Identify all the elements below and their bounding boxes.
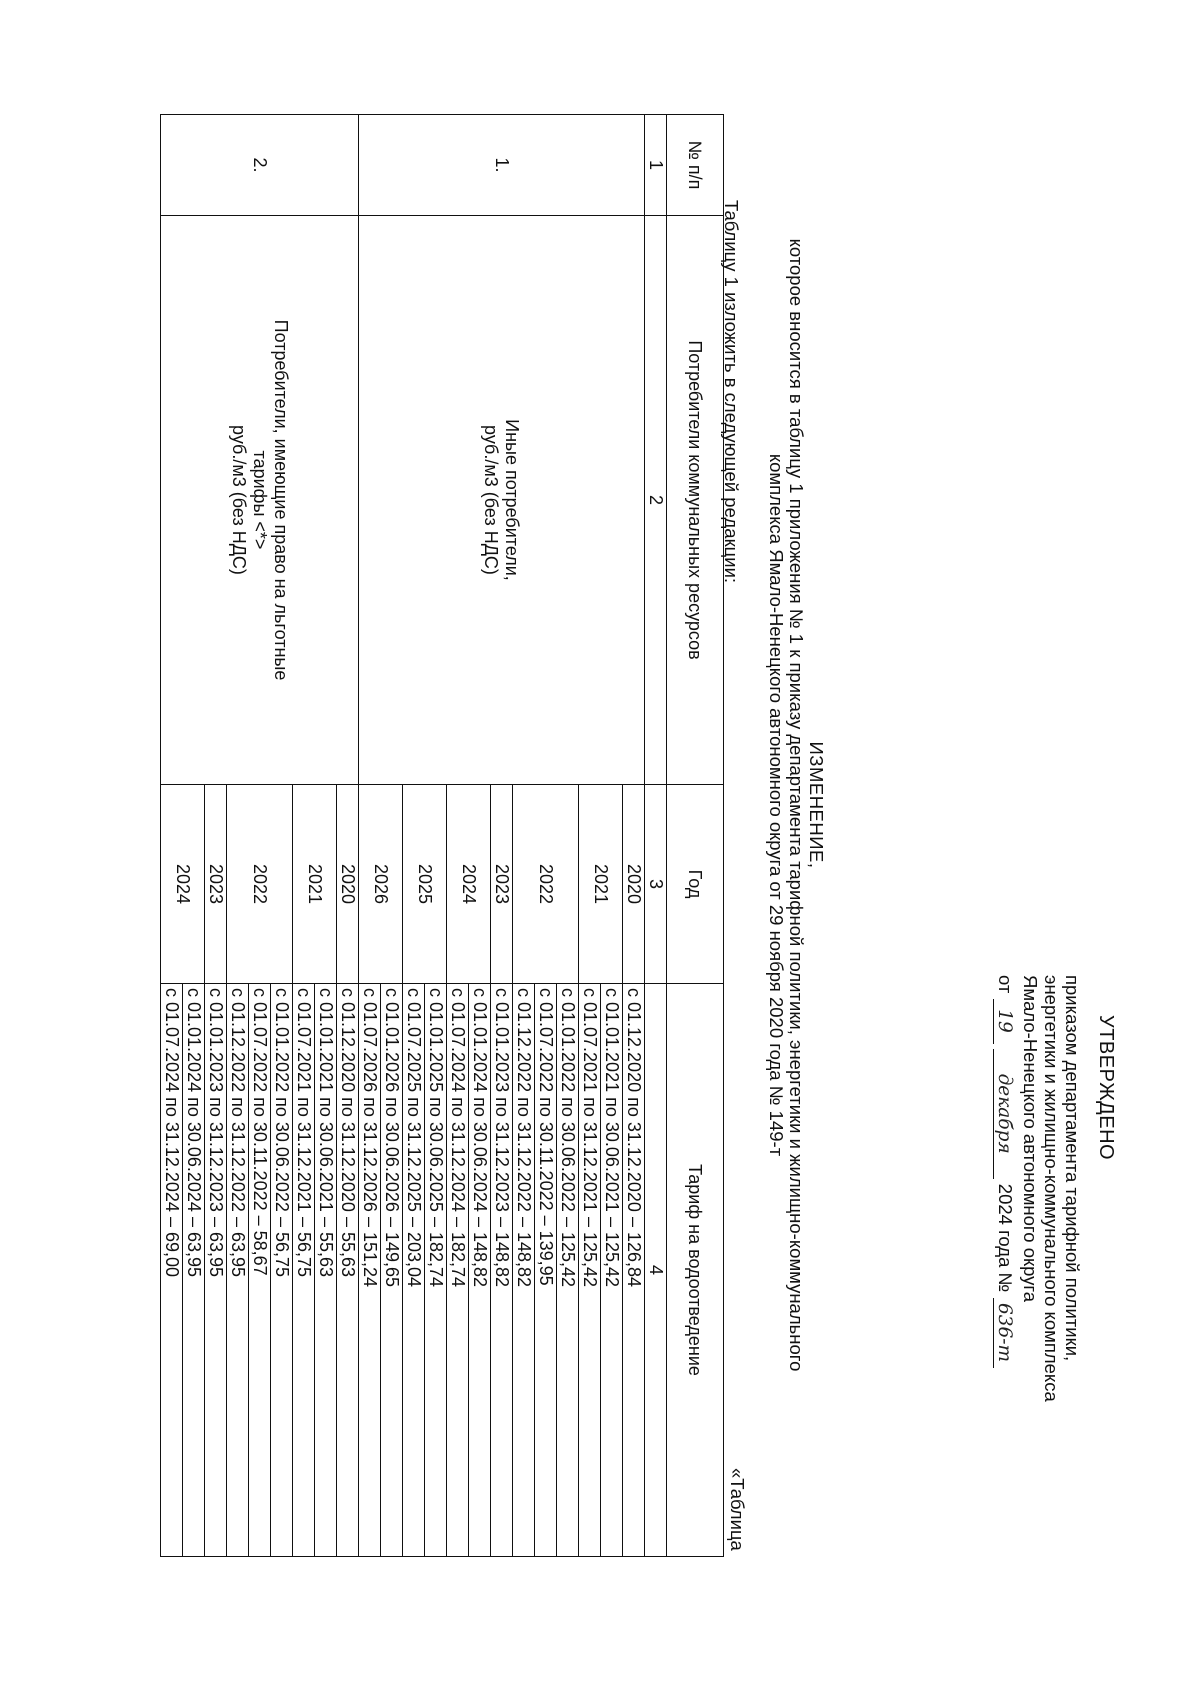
column-number: 2	[645, 216, 667, 785]
handwritten-order-number: 636-т	[993, 1298, 1015, 1368]
consumer-line: Иные потребители,	[502, 419, 523, 581]
table-row	[337, 115, 359, 1557]
tariff-cell: с 01.01.2026 по 30.06.2026 – 149,65	[381, 984, 403, 1557]
year-cell: 2021	[293, 785, 337, 984]
consumer-cell	[161, 216, 359, 785]
consumer-line: тарифы <*>	[250, 450, 270, 550]
column-number-row	[645, 115, 667, 1557]
tariff-cell: с 01.01.2024 по 30.06.2024 – 148,82	[469, 984, 491, 1557]
column-number: 4	[645, 984, 667, 1557]
tariff-cell: с 01.07.2021 по 31.12.2021 – 125,42	[579, 984, 601, 1557]
tariff-cell: с 01.12.2022 по 31.12.2022 – 63,95	[227, 984, 249, 1557]
row-number-cell: 2.	[161, 115, 359, 216]
consumer-line: руб./м3 (без НДС)	[229, 425, 249, 575]
date-prefix: от	[995, 975, 1016, 994]
tariff-cell: с 01.01.2025 по 30.06.2025 – 182,74	[425, 984, 447, 1557]
tariff-cell: с 01.01.2022 по 30.06.2022 – 125,42	[557, 984, 579, 1557]
column-number: 1	[645, 115, 667, 216]
approval-heading: УТВЕРЖДЕНО	[1095, 1015, 1117, 1161]
handwritten-month: декабря	[993, 1049, 1015, 1179]
approval-date-line	[993, 975, 1016, 1575]
date-year-suffix: 2024 года №	[995, 1183, 1016, 1293]
tariff-cell: с 01.01.2024 по 30.06.2024 – 63,95	[183, 984, 205, 1557]
handwritten-day: 19	[993, 999, 1015, 1044]
tariff-cell: с 01.07.2022 по 30.11.2022 – 139,95	[535, 984, 557, 1557]
approval-line: энергетики и жилищно-коммунального комплекса	[1041, 975, 1062, 1402]
consumer-description	[228, 320, 291, 681]
consumer-cell	[359, 216, 645, 785]
tariff-cell: с 01.12.2020 по 31.12.2020 – 126,84	[623, 984, 645, 1557]
consumer-line: Потребители, имеющие право на льготные	[271, 319, 291, 681]
year-cell: 2023	[491, 785, 513, 984]
tariff-table	[160, 114, 724, 1557]
tariff-cell: с 01.07.2024 по 31.12.2024 – 182,74	[447, 984, 469, 1557]
row-number-cell: 1.	[359, 115, 645, 216]
header-year: Год	[667, 785, 724, 984]
change-description-line-1: которое вносится в таблицу 1 приложения № 1 к приказу департамента тарифной политики, энергетики и жилищно-коммунального	[786, 238, 807, 1372]
consumer-line: руб./м3 (без НДС)	[481, 425, 502, 575]
year-cell: 2023	[205, 785, 227, 984]
year-cell: 2020	[337, 785, 359, 984]
instruction-text: Таблицу 1 изложить в следующей редакции:	[721, 200, 742, 584]
year-cell: 2020	[623, 785, 645, 984]
year-cell: 2024	[161, 785, 205, 984]
tariff-cell: с 01.01.2021 по 30.06.2021 – 55,63	[315, 984, 337, 1557]
consumer-description	[481, 419, 523, 581]
tariff-cell: с 01.01.2021 по 30.06.2021 – 125,42	[601, 984, 623, 1557]
tariff-cell: с 01.07.2021 по 31.12.2021 – 56,75	[293, 984, 315, 1557]
tariff-cell: с 01.07.2024 по 31.12.2024 – 69,00	[161, 984, 183, 1557]
year-cell: 2022	[227, 785, 293, 984]
tariff-cell: с 01.12.2022 по 31.12.2022 – 148,82	[513, 984, 535, 1557]
tariff-cell: с 01.01.2023 по 31.12.2023 – 63,95	[205, 984, 227, 1557]
table-header-row	[667, 115, 724, 1557]
tariff-cell: с 01.12.2020 по 31.12.2020 – 55,63	[337, 984, 359, 1557]
approval-line: приказом департамента тарифной политики,	[1062, 975, 1083, 1362]
year-cell: 2025	[403, 785, 447, 984]
header-number: № п/п	[667, 115, 724, 216]
tariff-cell: с 01.07.2026 по 31.12.2026 – 151,24	[359, 984, 381, 1557]
approval-stamp	[993, 975, 1116, 1575]
year-cell: 2024	[447, 785, 491, 984]
change-title-block	[766, 140, 826, 1470]
tariff-cell: с 01.01.2022 по 30.06.2022 – 56,75	[271, 984, 293, 1557]
year-cell: 2022	[513, 785, 579, 984]
change-description-line-2: комплекса Ямало-Ненецкого автономного округа от 29 ноября 2020 года № 149-т	[766, 453, 787, 1157]
tariff-table-body	[161, 115, 645, 1557]
table-label: «Таблица	[727, 1468, 748, 1551]
tariff-cell: с 01.01.2023 по 31.12.2023 – 148,82	[491, 984, 513, 1557]
tariff-cell: с 01.07.2025 по 31.12.2025 – 203,04	[403, 984, 425, 1557]
column-number: 3	[645, 785, 667, 984]
header-tariff: Тариф на водоотведение	[667, 984, 724, 1557]
header-consumers: Потребители коммунальных ресурсов	[667, 216, 724, 785]
tariff-cell: с 01.07.2022 по 30.11.2022 – 58,67	[249, 984, 271, 1557]
year-cell: 2021	[579, 785, 623, 984]
table-row	[623, 115, 645, 1557]
change-title: ИЗМЕНЕНИЕ,	[806, 741, 827, 869]
year-cell: 2026	[359, 785, 403, 984]
approval-line: Ямало-Ненецкого автономного округа	[1020, 975, 1041, 1303]
